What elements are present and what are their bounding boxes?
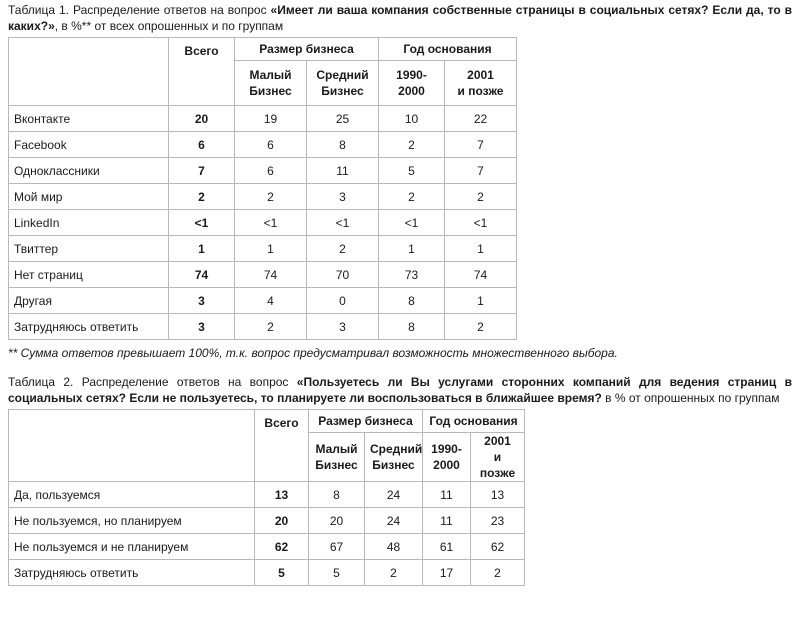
table1-header-medium [307, 61, 379, 106]
value-cell: 7 [445, 158, 517, 184]
header-text: 2000 [398, 84, 425, 98]
value-cell: 5 [379, 158, 445, 184]
total-cell: 20 [255, 508, 309, 534]
value-cell: 23 [471, 508, 525, 534]
header-text: 2000 [433, 458, 460, 472]
total-cell: 62 [255, 534, 309, 560]
table-row [9, 132, 517, 158]
header-text: Бизнес [249, 84, 292, 98]
value-cell: 2 [445, 314, 517, 340]
value-cell: 62 [471, 534, 525, 560]
table2-header-total: Всего [255, 410, 309, 482]
value-cell: 8 [379, 314, 445, 340]
table1-header-founding-year: Год основания [379, 38, 517, 61]
value-cell: 67 [309, 534, 365, 560]
header-text: 1990- [431, 442, 462, 456]
value-cell: 74 [445, 262, 517, 288]
table1-header-row-1 [9, 38, 517, 61]
total-cell: 2 [169, 184, 235, 210]
table1-caption-tail: , в %** от всех опрошенных и по группам [54, 19, 284, 33]
value-cell: <1 [235, 210, 307, 236]
table2-caption-tail: в % от опрошенных по группам [601, 391, 780, 405]
row-label-cell: Не пользуемся, но планируем [9, 508, 255, 534]
value-cell: 74 [235, 262, 307, 288]
value-cell: 22 [445, 106, 517, 132]
table-row [9, 560, 525, 586]
value-cell: 17 [423, 560, 471, 586]
table2-header-1990-2000 [423, 433, 471, 482]
table-row [9, 236, 517, 262]
value-cell: 61 [423, 534, 471, 560]
row-label-cell: Одноклассники [9, 158, 169, 184]
row-label-cell: Вконтакте [9, 106, 169, 132]
table1 [8, 37, 517, 340]
value-cell: 11 [423, 508, 471, 534]
header-text: 2001 [484, 434, 511, 448]
total-cell: 1 [169, 236, 235, 262]
total-cell: 3 [169, 288, 235, 314]
total-cell: 20 [169, 106, 235, 132]
header-text: Бизнес [321, 84, 364, 98]
header-text: Бизнес [315, 458, 358, 472]
row-label-cell: Твиттер [9, 236, 169, 262]
table-row [9, 288, 517, 314]
header-text: Средний [370, 442, 423, 456]
table-row [9, 508, 525, 534]
table-row [9, 482, 525, 508]
table2-header-founding-year: Год основания [423, 410, 525, 433]
value-cell: 6 [235, 132, 307, 158]
table-row [9, 534, 525, 560]
header-text: 1990- [396, 68, 427, 82]
value-cell: 13 [471, 482, 525, 508]
value-cell: 3 [307, 184, 379, 210]
table1-caption-question: «Имеет ли ваша компания собственные страницы в социальных сетях? Если да, то в каких?» [8, 3, 792, 33]
value-cell: 48 [365, 534, 423, 560]
table2-caption-question: «Пользуетесь ли Вы услугами сторонних компаний для ведения страниц в социальных сетях? Если не пользуетесь, то планируете ли воспользоваться в ближайшее время? [8, 375, 792, 405]
row-label-cell: Затрудняюсь ответить [9, 560, 255, 586]
total-cell: 3 [169, 314, 235, 340]
value-cell: 2 [445, 184, 517, 210]
table-row [9, 158, 517, 184]
table-row [9, 210, 517, 236]
table2-header-empty [9, 410, 255, 482]
table-row [9, 184, 517, 210]
value-cell: 11 [307, 158, 379, 184]
total-cell: 74 [169, 262, 235, 288]
value-cell: <1 [379, 210, 445, 236]
table1-header-total: Всего [169, 38, 235, 106]
header-text: Малый [249, 68, 292, 82]
table2-header-small [309, 433, 365, 482]
value-cell: 1 [235, 236, 307, 262]
value-cell: 2 [365, 560, 423, 586]
total-cell: <1 [169, 210, 235, 236]
value-cell: 2 [471, 560, 525, 586]
value-cell: 0 [307, 288, 379, 314]
row-label-cell: Нет страниц [9, 262, 169, 288]
value-cell: 8 [309, 482, 365, 508]
value-cell: 4 [235, 288, 307, 314]
header-text: Малый [315, 442, 358, 456]
value-cell: 2 [379, 184, 445, 210]
value-cell: 25 [307, 106, 379, 132]
table2-header-2001-later [471, 433, 525, 482]
table1-caption [8, 2, 792, 34]
row-label-cell: Затрудняюсь ответить [9, 314, 169, 340]
value-cell: 24 [365, 482, 423, 508]
header-text: и позже [479, 450, 516, 480]
row-label-cell: LinkedIn [9, 210, 169, 236]
header-text: и позже [457, 84, 504, 98]
table-row [9, 106, 517, 132]
value-cell: 19 [235, 106, 307, 132]
header-text: Средний [316, 68, 369, 82]
table2-caption-plain: Таблица 2. Распределение ответов на вопрос [8, 375, 297, 389]
table2-caption [8, 374, 792, 406]
table1-header-business-size: Размер бизнеса [235, 38, 379, 61]
row-label-cell: Мой мир [9, 184, 169, 210]
value-cell: 8 [307, 132, 379, 158]
table1-header-small [235, 61, 307, 106]
value-cell: 5 [309, 560, 365, 586]
table2 [8, 409, 525, 586]
row-label-cell: Не пользуемся и не планируем [9, 534, 255, 560]
value-cell: 24 [365, 508, 423, 534]
value-cell: 3 [307, 314, 379, 340]
total-cell: 6 [169, 132, 235, 158]
value-cell: 2 [379, 132, 445, 158]
table2-header-medium [365, 433, 423, 482]
value-cell: 1 [445, 288, 517, 314]
value-cell: 7 [445, 132, 517, 158]
header-text: Бизнес [372, 458, 415, 472]
table-row [9, 314, 517, 340]
table1-header-empty [9, 38, 169, 106]
total-cell: 13 [255, 482, 309, 508]
row-label-cell: Да, пользуемся [9, 482, 255, 508]
table-row [9, 262, 517, 288]
table1-header-2001-later [445, 61, 517, 106]
row-label-cell: Facebook [9, 132, 169, 158]
value-cell: 73 [379, 262, 445, 288]
header-text: 2001 [467, 68, 494, 82]
value-cell: 8 [379, 288, 445, 314]
value-cell: 2 [307, 236, 379, 262]
table1-header-1990-2000 [379, 61, 445, 106]
value-cell: 10 [379, 106, 445, 132]
value-cell: 11 [423, 482, 471, 508]
table2-header-row-1 [9, 410, 525, 433]
table2-header-business-size: Размер бизнеса [309, 410, 423, 433]
total-cell: 7 [169, 158, 235, 184]
value-cell: <1 [445, 210, 517, 236]
table1-footnote: ** Сумма ответов превышает 100%, т.к. вопрос предусматривал возможность множественного выбора. [8, 346, 618, 360]
value-cell: 1 [379, 236, 445, 262]
table1-caption-plain: Таблица 1. Распределение ответов на вопрос [8, 3, 271, 17]
value-cell: 2 [235, 184, 307, 210]
value-cell: 20 [309, 508, 365, 534]
total-cell: 5 [255, 560, 309, 586]
value-cell: 1 [445, 236, 517, 262]
value-cell: 6 [235, 158, 307, 184]
value-cell: 2 [235, 314, 307, 340]
value-cell: 70 [307, 262, 379, 288]
value-cell: <1 [307, 210, 379, 236]
row-label-cell: Другая [9, 288, 169, 314]
